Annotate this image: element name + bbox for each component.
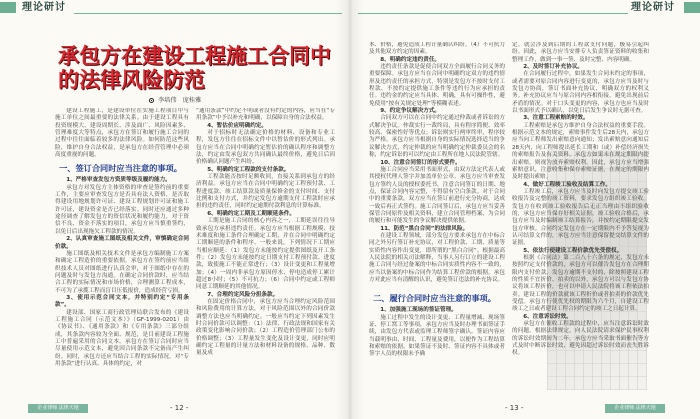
footer-label: 企业律师 法律天地 (28, 404, 88, 413)
subsection-heading: 5、依法行使建设工程价款优先受偿权。 (523, 247, 623, 254)
subsection-heading: 8、明确约定违约责任。 (380, 56, 441, 63)
subsection-heading: 4、做好工程竣工验收及结算工作。 (523, 181, 611, 188)
section-heading: 二、履行合同时应当注意的事项。 (373, 293, 496, 304)
subsection-heading: 1、加强施工现场的签证管理。 (380, 307, 457, 314)
subsection-heading: 7、合理约定风险分担条款。 (207, 291, 279, 298)
header-accent-block (684, 2, 700, 13)
page-number: - 12 - (170, 404, 189, 412)
subsection-heading: 3、使用示范合同文本，并特别约定“专用条款”。 (55, 294, 189, 309)
right-page-column-2 (512, 42, 649, 396)
body-paragraph: 根据《合同法》第二百八十六条的规定，发包方未按照约定支付价款的，承包方可以催告发包方在合理期限内支付价款。发包方逾期不支付的，除按照建设工程的性质不宜折价、拍卖的以外，承包方可以与发包方协议将该工程折价，也可以申请人民法院将该工程依法拍卖。建设工程的价款就该工程折价或者拍卖的价款优先受偿。承包方行使优先权的期限为六个月，自建设工程竣工之日或者建设工程合同约定的竣工之日起计算。 (512, 254, 649, 313)
subsection-heading: 9、约定争议解决方式。 (380, 108, 441, 115)
subsection-heading: 11、防范“黑白合同”的法律风险。 (380, 225, 469, 232)
subsection-heading: 5、明确约定工程款的支付条款。 (207, 166, 290, 173)
subsection-heading: 10、注意合同签订的形式要件。 (380, 159, 461, 166)
section-label: 理论研讨 (22, 2, 66, 13)
left-page-column-1 (55, 108, 189, 396)
header-rule (358, 13, 628, 14)
footer-label: 企业律师 法律天地 (605, 404, 665, 413)
body-paragraph: 工程款能否按时足额收回，直接关系到承包方的经济利益。承包方应当在合同中明确约定工程预付款、工程进度款、竣工结算款及质量保修金的支付时间、支付比例和支付方式，并约定发包方逾期支付工程款时应承担的违约责任，同时约定逾期付款利息的计算标准。 (196, 174, 335, 210)
double-circle-icon (149, 98, 154, 103)
body-paragraph: 合同双方可以在合同中约定通过仲裁或者诉讼的方式解决争议。仲裁实行一裁终局，具有程序简便、效率较高、保密性好等优点；诉讼则实行两审终审，程序较为严格。承包方应当根据自身的实际情况选择适当的争议解决方式，约定仲裁的应当明确约定仲裁委员会的名称，约定诉讼的可以约定由工程所在地人民法院管辖。 (369, 115, 505, 159)
left-page-column-2 (196, 108, 335, 396)
subsection-heading: 2、及时签订补充协议。 (523, 64, 584, 71)
body-paragraph: 对于招标时无法确定价格的材料、设备和专业工程，发包方往往在招标文件中以暂估价的形式列出。承包方应当在合同中明确约定暂估价的确认程序和调整方法，约定由发承包双方共同确认最终价格，避免日后因价格确认问题产生纠纷。 (196, 130, 335, 166)
paragraph-continuation: “通用条款”中约定不明或者没有约定的内容，应当在“专用条款”中予以补充和明确，以保障自身的合法权益。 (196, 108, 335, 122)
article-title (58, 44, 343, 92)
body-paragraph: 工程竣工后，承包方应当及时向发包方提交竣工验收报告及完整的竣工资料，要求发包方组织竣工验收。发包方在收到竣工验收报告后无正当理由不组织验收的，承包方应当保存好相关证据。竣工验收合格后，承包方应当及时编制竣工结算报告，并按约定期限提交发包方审核。合同约定发包方在一定期限内不予答复视为认可结算文件的，承包方应当注意保留提交结算文件的证据。 (512, 188, 649, 247)
body-paragraph: 在建设工程领域，部分发包方要求承包方在中标合同之外另行签订补充协议，对工程价款、工期、质量等实质性内容作出变更，即所谓的“黑白合同”。根据最高人民法院的相关司法解释，当事人另行订立的建设工程施工合同与经过备案的中标合同实质性内容不一致的，应当以备案的中标合同作为结算工程价款的根据。承包方对此应当有清醒的认识，避免签订违法的补充协议。 (369, 232, 505, 283)
body-paragraph: 工期是施工合同的核心内容之一，工期延误往往导致承包方承担违约责任。承包方应当根据工程规模、技术难度和施工条件合理确定工期，并在合同中明确约定工期顺延的条件和程序。一般来说，下列情况下工期应当相应顺延：（1）发包方未能按约定提供图纸及开工条件；（2）发包方未能按约定日期支付工程预付款、进度款，致使施工不能正常进行；（3）设计变更和工程量增加；（4）一周内非承包方原因停水、停电造成停工累计超过8小时；（5）不可抗力；（6）合同中约定或工程师同意工期顺延的其他情况。 (196, 218, 335, 291)
paragraph-continuation: 定，就会涉及到后期的工程款支付问题，极易引起纠纷。因此，承包方应当安排专人负责签证资料的收集和整理工作，做到一事一签、及时完整、内容明确。 (512, 42, 649, 63)
body-paragraph: 承包方在催收工程款的过程中，应当注意诉讼时效的问题。根据法律规定，向人民法院请求保护民事权利的诉讼时效期间为二年，承包方应当采取书面催告等方式及时中断诉讼时效，避免因超过诉讼时效而丧失胜诉权。 (512, 321, 649, 357)
header-rule (74, 13, 342, 14)
section-heading: 一、签订合同时应当注意的事项。 (59, 163, 182, 174)
subsection-heading: 3、注意工程索赔的时效。 (523, 115, 589, 122)
article-title-line2: 的法律风险防范 (58, 68, 205, 92)
body-paragraph: 施工过程中发生的设计变更、工程量增减、现场签证、停工窝工等事项，承包方应当及时办理书面签证手续，由发包方代表或监理工程师签字确认。签证内容应当载明事由、时间、工程量及费用，以便作为工程结算和索赔的依据。如果签证不及时、签证内容不具体或者签字人员的权限未予确 (369, 314, 505, 358)
header-accent-block (0, 2, 16, 13)
subsection-heading: 6、注意诉讼时效。 (523, 313, 572, 320)
body-paragraph: 在合同履行过程中，如果发生合同未约定的事项，或者需要对原合同内容进行变更的，承包方应当及时与发包方协商，签订书面补充协议，明确双方的权利义务。补充协议应当与原合同内容相衔接，避免出现前后矛盾的情况。对于口头变更的内容，承包方也应当及时以书面形式予以确认，以免日后发生争议时无据可查。 (512, 71, 649, 115)
subsection-heading: 1、严格审查发包方资质等级及履约能力。 (66, 177, 171, 184)
right-page (350, 0, 700, 419)
page-number: - 13 - (505, 404, 524, 412)
body-paragraph: 在固定价格合同中，承包方应当合理约定风险范围和风险费用的计算方法，对于风险范围以外的合同价款调整方法也应当明确约定。一般应当约定下列因素发生时合同价款可以调整：（1）法律、行政法规和国家有关政策变化影响合同价款；（2）工程造价管理部门公布的价格调整；（3）工程量发生变化及设计变更，同时应明确约定工程量的计量方法和材料设备的规格、品种、数量及成 (196, 298, 335, 357)
author-line (149, 97, 201, 105)
intro-paragraph: 建设工程施工，是建设单位在实施工程项目中与施工单位之间最重要的法律关系。由于建设工程具有投资规模大、建设周期长、涉及面广、风险因素多、管理难度大等特点，承包方在签订和履行施工合同的过程中往往面临着较多的法律风险。如何防范这些风险，维护自身合法权益，是承包方在经营管理中必须高度重视的问题。 (55, 108, 189, 159)
body-paragraph: 违约责任条款是促使合同双方全面履行合同义务的重要保障。承包方应当在合同中明确约定双方的违约情形及违约责任的承担方式，特别是发包方不按时支付工程款、不按约定提供施工条件等违约行为应承担的责任。违约金的约定应当具体、明确，具有可操作性，避免使用“按有关规定处理”等模糊表述。 (369, 64, 505, 107)
body-paragraph: 建设部、国家工商行政管理局联合发布的《建设工程施工合同（示范文本）》（GF-1999-0201）由《协议书》、《通用条款》和《专用条款》三部分组成，其条款内容较为全面、规范，是目前建设工程施工中普遍采用的合同文本。承包方在签订合同时应当尽量使用示范文本，避免因合同条款不完备而产生纠纷。同时，承包方还应当结合工程的实际情况，对“专用条款”进行认真、具体的约定，对 (55, 309, 189, 367)
subsection-heading: 6、明确约定工期及工期顺延条件。 (207, 210, 295, 217)
body-paragraph: 施工图纸及相关技术文件是承包方编制施工方案和确定工程造价的重要依据。承包方在签约前应当组织技术人员对图纸进行认真会审，对于图纸中存在的问题及时与发包方沟通。在确定合同价款时，应当结合工程的实际情况和市场价格，合理测算工程成本，不可为了承揽工程而盲目压低报价，造成经营亏损。 (55, 250, 189, 294)
body-paragraph: 工程索赔是承包方维护自身合法权益的重要手段。根据示范文本的规定，索赔事件发生后28天内，承包方应当向工程师发出索赔意向通知；发出索赔意向通知后28天内，向工程师提出延长工期和（或）补偿经济损失的索赔报告及有关资料。承包方如果未在规定期限内提出索赔，则视为放弃索赔权利。因此，承包方应当增强索赔意识，注意收集和保存索赔证据，在规定的期限内及时提出索赔。 (512, 122, 649, 181)
body-paragraph: 承包方对发包方主体资格的审查是签约前的重要工作，主要应审查发包方是否具有法人资格，是否取得建设用地规划许可证、建设工程规划许可证和施工许可证，建设资金是否已经落实。同时还应通过多种途径调查了解发包方的资信状况和履约能力，对于资信不良、资金不落实的项目，承包方应当慎重签约，以免日后出现拖欠工程款的情况。 (55, 184, 189, 235)
right-page-column-1 (369, 42, 505, 396)
author-names: 李培伟 庞桂雅 (158, 97, 202, 104)
paragraph-continuation: 本、价格，避免造成工程计量确认纠纷。（4）不可抗力及其他双方约定的因素。 (369, 42, 505, 56)
subsection-heading: 2、认真审查施工图纸及相关文件，审慎确定合同价款。 (55, 236, 189, 250)
body-paragraph: 施工合同应当采用书面形式，由双方法定代表人或其授权代理人签字并加盖单位公章。承包方应当审查发包方签约人员的授权委托书，注意合同签订的日期、地点，保证合同内容完整，不得留有空白条款。对于合同中的重要条款，双方应当在签订前进行充分协商，达成一致后再正式签约。施工合同签订后，承包方应当妥善保管合同原件及相关资料，建立合同管理档案，为合同的履行和可能发生的争议解决提供依据。 (369, 166, 505, 225)
section-label: 理论研讨 (631, 2, 675, 13)
subsection-heading: 4、暂估价应明确约定。 (207, 122, 268, 129)
article-title-line1: 承包方在建设工程施工合同中 (58, 44, 331, 68)
